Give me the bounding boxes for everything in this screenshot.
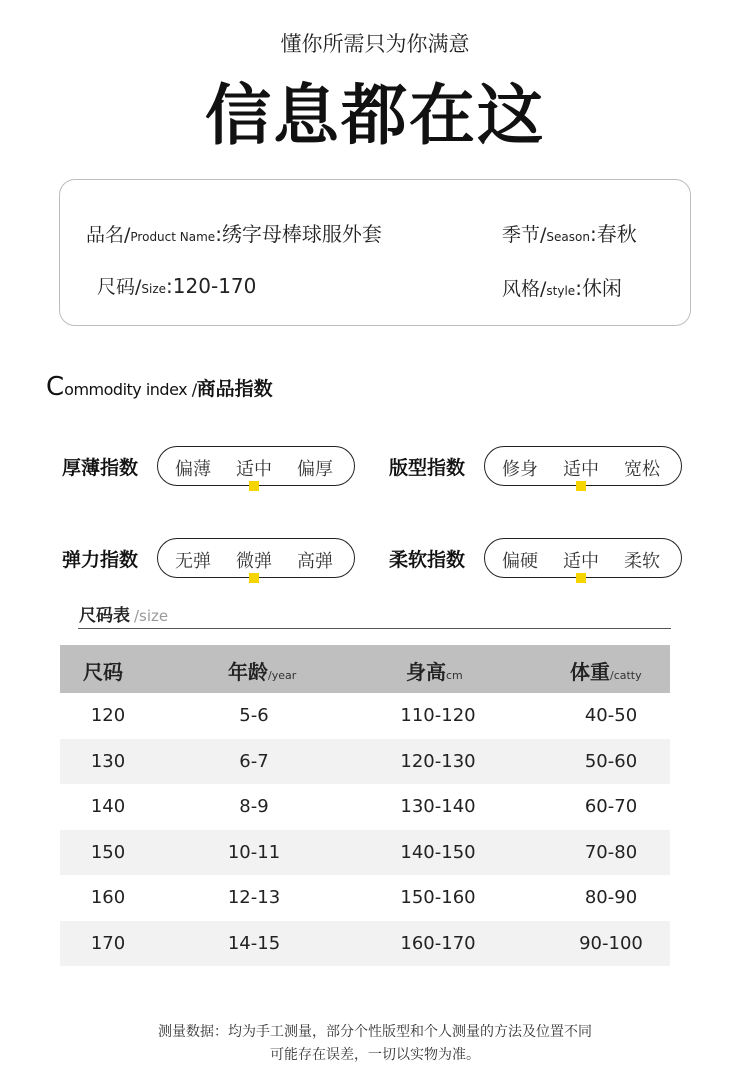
index-thickness — [62, 446, 355, 486]
table-body — [60, 693, 670, 966]
measurement-note — [0, 1021, 750, 1067]
product-name-label: 品名/ — [86, 224, 131, 246]
size-colon: : — [166, 274, 173, 298]
product-info-box — [59, 179, 691, 326]
size-value: 120-170 — [172, 274, 257, 298]
note-line-1: 测量数据：均为手工测量，部分个性版型和个人测量的方法及位置不同 — [158, 1024, 592, 1040]
index-option: 无弹 — [175, 551, 211, 572]
index-option: 修身 — [502, 459, 538, 480]
table-cell: 130 — [90, 750, 126, 772]
header-unit: /year — [268, 669, 297, 682]
table-cell: 140-150 — [400, 841, 476, 863]
index-option: 高弹 — [297, 551, 333, 572]
header-unit: /catty — [610, 669, 642, 682]
table-row — [60, 693, 670, 739]
header-label: 年龄 — [228, 660, 268, 684]
table-cell: 120-130 — [400, 750, 476, 772]
table-row — [60, 875, 670, 921]
table-cell: 80-90 — [584, 887, 638, 908]
index-scale — [157, 538, 355, 578]
table-cell: 40-50 — [584, 705, 638, 726]
header-unit: cm — [446, 669, 463, 682]
table-cell: 130-140 — [400, 796, 476, 817]
index-scale — [484, 446, 682, 486]
table-row — [60, 739, 670, 785]
style-colon: : — [575, 276, 582, 300]
table-cell: 160-170 — [400, 932, 476, 954]
subtitle: 懂你所需只为你满意 — [280, 32, 470, 56]
header-label: 体重 — [570, 660, 610, 684]
table-row — [60, 830, 670, 876]
table-cell: 8-9 — [239, 796, 269, 817]
header-label: 身高 — [406, 660, 446, 684]
table-cell: 150-160 — [400, 887, 476, 908]
table-cell: 160 — [90, 887, 126, 908]
index-label: 弹力指数 — [62, 548, 139, 571]
size-table-heading-cn: 尺码表 — [79, 606, 130, 626]
header-label: 尺码 — [83, 660, 123, 684]
index-fit — [389, 446, 682, 486]
index-option: 柔软 — [624, 551, 660, 572]
index-option: 微弹 — [236, 551, 272, 572]
product-name-colon: : — [215, 222, 222, 246]
table-cell: 170 — [90, 932, 126, 954]
size-label: 尺码/ — [97, 276, 142, 298]
table-cell: 5-6 — [239, 705, 269, 726]
index-option: 偏硬 — [502, 551, 538, 572]
product-name-label-en: Product Name — [130, 230, 216, 244]
index-scale — [157, 446, 355, 486]
index-option: 宽松 — [624, 459, 660, 480]
divider — [78, 628, 671, 629]
size-label-en: Size — [141, 282, 167, 296]
index-marker — [249, 573, 259, 583]
size-field — [97, 272, 256, 299]
header-cell — [406, 656, 463, 685]
index-option: 偏厚 — [297, 459, 333, 480]
size-table-heading — [79, 601, 168, 626]
season-label-en: Season — [546, 230, 590, 244]
season-value: 春秋 — [596, 222, 637, 246]
index-option: 偏薄 — [175, 459, 211, 480]
note-line-2: 可能存在误差，一切以实物为准。 — [270, 1047, 480, 1063]
table-header — [60, 645, 670, 693]
table-cell: 60-70 — [584, 796, 638, 817]
index-elasticity — [62, 538, 355, 578]
commodity-index-heading-en: ommodity index / — [64, 380, 197, 399]
index-option: 适中 — [236, 459, 272, 480]
header-cell — [228, 656, 296, 685]
season-colon: : — [589, 222, 597, 246]
commodity-index-heading — [46, 372, 273, 402]
index-softness — [389, 538, 682, 578]
commodity-index-heading-cn: 商品指数 — [196, 378, 273, 400]
table-cell: 70-80 — [584, 841, 638, 863]
style-label: 风格/ — [502, 278, 547, 300]
index-option: 适中 — [563, 459, 599, 480]
table-cell: 90-100 — [579, 932, 643, 954]
product-name-field — [86, 218, 382, 247]
table-cell: 110-120 — [400, 705, 476, 726]
index-label: 版型指数 — [389, 456, 466, 479]
index-label: 厚薄指数 — [62, 456, 139, 479]
table-row — [60, 784, 670, 830]
style-value: 休闲 — [581, 276, 622, 300]
table-row — [60, 921, 670, 967]
index-label: 柔软指数 — [389, 548, 466, 571]
table-cell: 150 — [90, 841, 126, 863]
product-name-value: 绣字母棒球服外套 — [221, 222, 382, 246]
page-title: 信息都在这 — [205, 77, 545, 154]
table-cell: 10-11 — [227, 841, 281, 863]
table-cell: 140 — [90, 796, 126, 817]
table-cell: 50-60 — [584, 750, 638, 772]
index-scale — [484, 538, 682, 578]
season-field — [502, 218, 637, 247]
table-cell: 12-13 — [227, 887, 281, 908]
header-cell — [83, 656, 123, 685]
style-field — [502, 272, 622, 301]
commodity-index-heading-c: C — [46, 372, 65, 402]
size-table — [60, 645, 670, 966]
index-option: 适中 — [563, 551, 599, 572]
table-cell: 14-15 — [227, 932, 281, 954]
index-marker — [249, 481, 259, 491]
header-cell — [570, 656, 642, 685]
season-label: 季节/ — [502, 224, 547, 246]
table-cell: 6-7 — [239, 750, 269, 772]
index-marker — [576, 573, 586, 583]
style-label-en: style — [546, 284, 576, 298]
size-table-heading-en: /size — [134, 607, 169, 625]
index-marker — [576, 481, 586, 491]
table-cell: 120 — [90, 705, 126, 726]
